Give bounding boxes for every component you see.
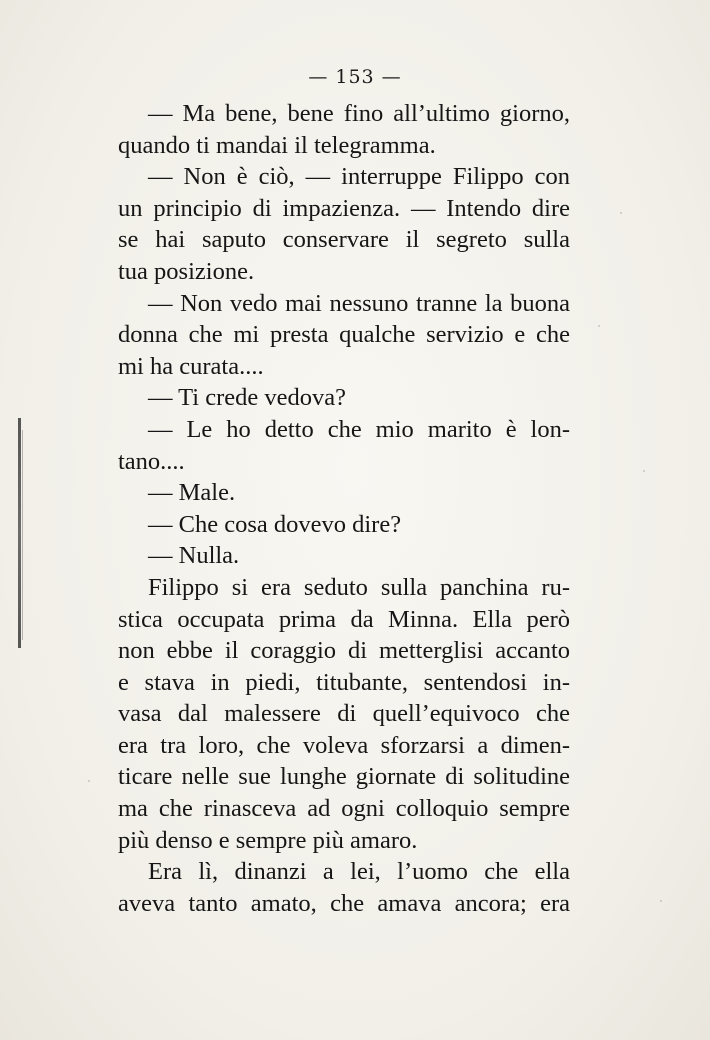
text-line: vasa dal malessere di quell’equivoco che (118, 700, 570, 728)
text-line: — Le ho detto che mio marito è lon- (148, 415, 570, 443)
paper-speckle (598, 325, 600, 327)
text-line: Filippo si era seduto sulla panchina ru- (148, 573, 570, 601)
paper-speckle (643, 470, 645, 472)
text-line: un principio di impazienza. — Intendo dire (118, 194, 570, 222)
body-text (118, 98, 570, 919)
text-line: aveva tanto amato, che amava ancora; era (118, 889, 570, 917)
text-line: stica occupata prima da Minna. Ella però (118, 605, 570, 633)
page-number: — 153 — (308, 66, 402, 88)
text-line: — Non vedo mai nessuno tranne la buona (148, 289, 570, 317)
text-line: più denso e sempre più amaro. (118, 826, 418, 854)
text-line: — Non è ciò, — interruppe Filippo con (148, 163, 570, 191)
text-line: tua posizione. (118, 257, 255, 285)
paper-speckle (660, 900, 662, 902)
text-line: ma che rinasceva ad ogni colloquio sempre (118, 795, 570, 823)
text-line: — Che cosa dovevo dire? (148, 510, 402, 538)
paper-speckle (88, 780, 90, 782)
text-line: mi ha curata.... (118, 352, 264, 380)
text-line: era tra loro, che voleva sforzarsi a dimen- (118, 731, 570, 759)
text-line: non ebbe il coraggio di metterglisi accanto (118, 637, 570, 665)
text-line: se hai saputo conservare il segreto sulla (118, 226, 570, 254)
text-line: — Ma bene, bene fino all’ultimo giorno, (148, 100, 570, 127)
text-line: ticare nelle sue lunghe giornate di solitudine (118, 763, 570, 791)
text-line: quando ti mandai il telegramma. (118, 131, 436, 159)
text-line: donna che mi presta qualche servizio e che (118, 321, 570, 349)
text-line: e stava in piedi, titubante, sentendosi in- (118, 668, 570, 696)
paper-speckle (620, 212, 622, 214)
text-line: — Ti crede vedova? (148, 384, 346, 412)
text-line: — Nulla. (148, 542, 240, 570)
text-line: tano.... (118, 447, 185, 475)
text-line: Era lì, dinanzi a lei, l’uomo che ella (148, 858, 570, 886)
text-line: — Male. (148, 479, 236, 507)
binding-mark-shadow (22, 430, 23, 640)
binding-mark (18, 418, 21, 648)
